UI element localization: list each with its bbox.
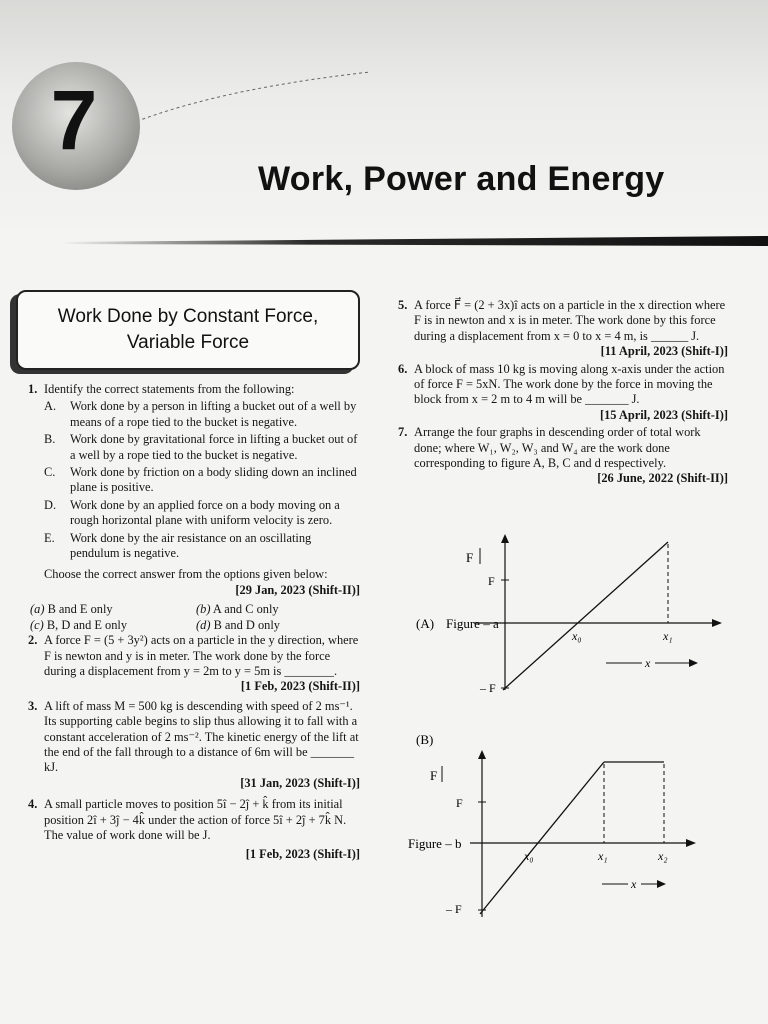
question-5	[398, 298, 728, 360]
question-text: Identify the correct statements from the following:	[44, 382, 295, 396]
y-axis-label: F	[430, 768, 438, 783]
minus-f-label: – F	[446, 902, 462, 916]
x-direction-arrowhead	[657, 880, 666, 888]
question-7	[398, 425, 728, 487]
option-text: B and D only	[213, 617, 280, 632]
statement-text: Work done by a person in lifting a bucket out of a well by means of a rope tied to the bucket is negative.	[70, 399, 357, 429]
figure-label: Figure – a	[446, 616, 499, 631]
decorative-arc	[120, 70, 380, 130]
statement-label: C.	[44, 465, 56, 480]
figure-tag: (B)	[416, 732, 434, 747]
option-label: (d)	[196, 617, 211, 632]
option-label: (b)	[196, 602, 211, 617]
x-axis-arrowhead	[712, 619, 722, 627]
x0-label: x₀	[524, 849, 534, 863]
statement-e	[44, 531, 360, 562]
option-text: B and E only	[47, 602, 113, 617]
question-6	[398, 362, 728, 424]
question-2	[28, 633, 360, 695]
statement-label: B.	[44, 432, 56, 447]
section-title-line-1: Work Done by Constant Force,	[57, 306, 319, 327]
question-number: 3.	[28, 698, 38, 713]
y-axis-arrowhead	[478, 750, 486, 759]
question-source: [15 April, 2023 (Shift-I)]	[599, 407, 728, 422]
figure-a-graph	[400, 530, 730, 700]
right-column	[398, 298, 728, 489]
statement-b	[44, 432, 360, 463]
question-3	[28, 699, 360, 791]
question-text: A force F⃗ = (2 + 3x)î acts on a particle in the x direction where F is in newton and x is in meter. The work done by this force during a displacement from x = 0 to x = 4 m, is ______ J.	[414, 298, 726, 343]
question-1	[28, 382, 360, 561]
option-a[interactable]	[28, 602, 194, 617]
question-text: Arrange the four graphs in descending order of total work done; where W₁, W₂, W₃ and W₄ are the work done corresponding to figure A, B, C and d respectively.	[414, 425, 701, 471]
statement-a	[44, 399, 360, 430]
statement-text: Work done by an applied force on a body moving on a rough horizontal plane with uniform velocity is zero.	[70, 497, 340, 528]
option-text: B, D and E only	[46, 617, 128, 632]
section-title-line-2: Variable Force	[126, 332, 250, 353]
figure-tag: (A)	[416, 616, 435, 631]
force-ramp	[480, 762, 604, 914]
statement-text: Work done by friction on a body sliding down an inclined plane is positive.	[70, 465, 357, 495]
option-label: (a)	[30, 602, 45, 617]
x-axis-arrowhead	[686, 839, 696, 847]
statement-label: D.	[44, 497, 57, 512]
x-direction-arrowhead	[689, 659, 698, 667]
left-column	[28, 382, 360, 865]
plus-f-label: F	[488, 574, 495, 588]
question-number: 6.	[398, 361, 408, 376]
plus-f-label: F	[456, 796, 463, 810]
statement-label: A.	[44, 399, 57, 414]
question-number: 2.	[28, 633, 38, 648]
chapter-title: Work, Power and Energy	[258, 160, 665, 198]
option-d[interactable]	[194, 618, 360, 633]
question-text: A small particle moves to position 5î − 2ĵ + k̂ from its initial position 2î + 3ĵ − 4k̂ under the action of force 5î + 2ĵ + 7k̂ N. The value of work done will be J.	[44, 797, 347, 842]
question-text: A lift of mass M = 500 kg is descending with speed of 2 ms⁻¹. Its supporting cable begins to slip thus allowing it to fall with a constant acceleration of 2 ms⁻². The kinetic energy of the lift at the end of the fall through to a distance of 6m will be _______ kJ.	[44, 698, 359, 775]
question-number: 5.	[398, 298, 408, 312]
x1-label: x₁	[663, 629, 673, 643]
question-source: [29 Jan, 2023 (Shift-II)]	[235, 582, 360, 597]
question-number: 7.	[398, 425, 408, 440]
y-axis-label: F	[466, 550, 474, 565]
minus-f-label: – F	[480, 681, 496, 695]
statement-c	[44, 465, 360, 496]
question-source: [26 June, 2022 (Shift-II)]	[597, 471, 728, 486]
option-text: A and C only	[212, 602, 279, 617]
section-title	[18, 292, 358, 356]
question-text: A force F = (5 + 3y²) acts on a particle in the y direction, where F is newton and y is in meter. The work done by the force during a displacement from y = 2m to y = 5m is ________.	[44, 633, 359, 678]
force-line	[503, 542, 668, 690]
chapter-number: 7	[50, 73, 98, 167]
option-c[interactable]	[28, 618, 194, 633]
question-source: [1 Feb, 2023 (Shift-II)]	[240, 679, 360, 694]
statement-d	[44, 498, 360, 529]
question-source: [11 April, 2023 (Shift-I)]	[600, 344, 728, 359]
statement-text: Work done by the air resistance on an oscillating pendulum is negative.	[70, 530, 312, 561]
question-text: A block of mass 10 kg is moving along x-axis under the action of force F = 5xN. The work done by the force in moving the block from x = 2 m to 4 m will be _______ J.	[414, 361, 725, 407]
statement-label: E.	[44, 530, 55, 545]
x-direction-label: x	[645, 656, 651, 670]
question-4	[28, 797, 360, 863]
question-number: 4.	[28, 797, 38, 812]
answer-options	[28, 602, 360, 633]
question-source: [31 Jan, 2023 (Shift-I)]	[240, 775, 360, 790]
section-heading-box	[16, 290, 360, 370]
y-axis-arrowhead	[501, 534, 509, 543]
x0-label: x₀	[572, 629, 582, 643]
statement-text: Work done by gravitational force in lifting a bucket out of a well by a rope tied to the bucket is negative.	[70, 432, 358, 462]
question-number: 1.	[28, 382, 38, 396]
option-label: (c)	[30, 617, 44, 632]
figure-b-graph	[400, 732, 730, 932]
x2-label: x₂	[658, 849, 668, 863]
option-b[interactable]	[194, 602, 360, 617]
x1-label: x₁	[598, 849, 608, 863]
choose-instruction: Choose the correct answer from the options given below:	[44, 567, 328, 582]
figure-label: Figure – b	[408, 836, 462, 851]
x-direction-label: x	[631, 877, 637, 891]
question-source: [1 Feb, 2023 (Shift-I)]	[245, 847, 360, 862]
